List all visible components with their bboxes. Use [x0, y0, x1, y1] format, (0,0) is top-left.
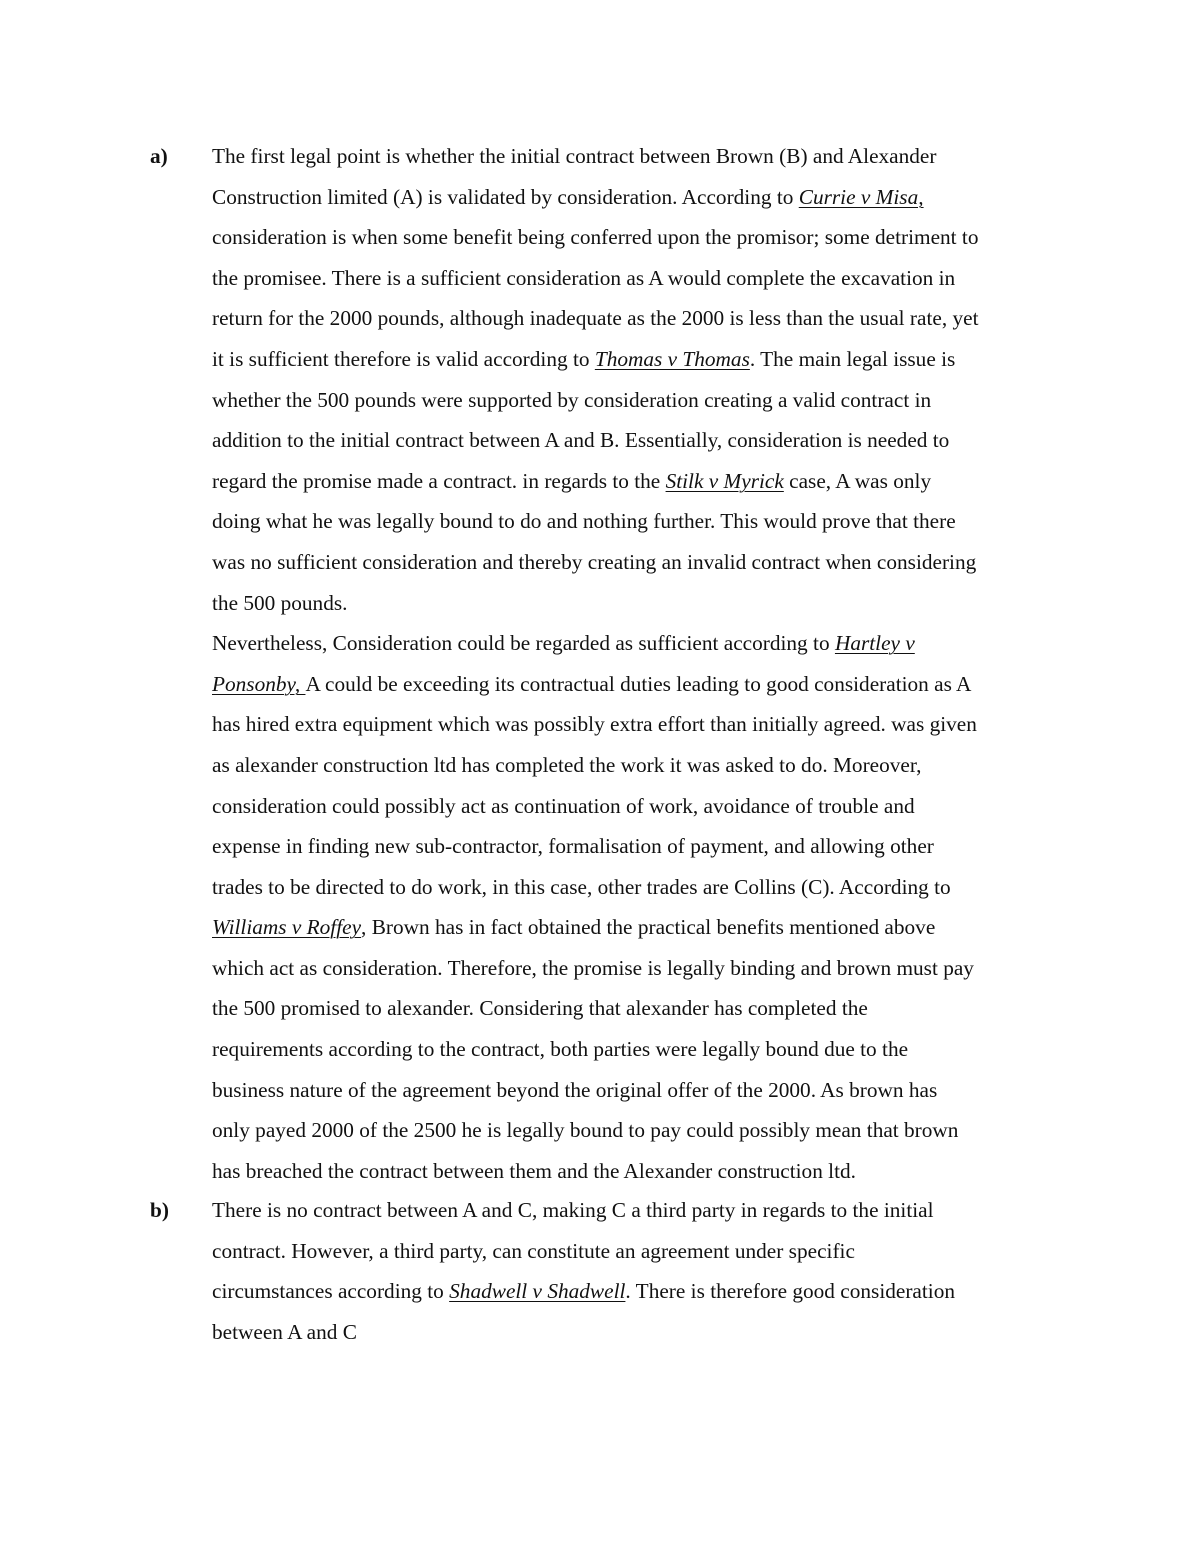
- text-run: , Brown has in fact obtained the practical benefits mentioned above which act as consideration. Therefore, the promise is legally binding and brown must pay the 500 promised to alexander. Considering that alexander has completed the requirements according to the contract, both parties were legally bound due to the business nature of the agreement beyond the original offer of the 2000. As brown has only payed 2000 of the 2500 he is legally bound to pay could possibly mean that brown has breached the contract between them and the Alexander construction ltd.: [212, 915, 974, 1183]
- paragraph-a2: [212, 623, 1070, 1191]
- case-citation-thomas-v-thomas: Thomas v Thomas: [594, 346, 750, 371]
- case-citation-shadwell-v-shadwell: Shadwell v Shadwell: [449, 1279, 626, 1304]
- list-marker-a: a): [150, 144, 168, 168]
- list-marker-b: b): [150, 1198, 169, 1222]
- case-citation-williams-v-roffey: Williams v Roffey: [212, 915, 362, 940]
- list-item-a: [150, 136, 1070, 1191]
- text-run: case, A was only doing what he was legally bound to do and nothing further. This would prove that there was no sufficient consideration and thereby creating an invalid contract when considering the 500 pounds.: [212, 468, 977, 615]
- text-run: There is no contract between A and C, making C a third party in regards to the initial contract. However, a third party, can constitute an agreement under specific circumstances according to: [212, 1198, 934, 1304]
- text-run: Nevertheless, Consideration could be regarded as sufficient according to: [212, 631, 835, 656]
- text-run: The first legal point is whether the initial contract between Brown (B) and Alexander Construction limited (A) is validated by consideration. According to: [212, 144, 937, 209]
- list-item-b: [150, 1190, 1070, 1352]
- text-run: . There is therefore good consideration between A and C: [212, 1279, 956, 1344]
- list-item-b-body: [212, 1190, 1070, 1352]
- list-item-a-body: [212, 136, 1070, 1191]
- case-citation-hartley-v-ponsonby: Hartley v Ponsonby,: [212, 631, 915, 696]
- text-run: consideration is when some benefit being conferred upon the promisor; some detriment to the promisee. There is a sufficient consideration as A would complete the excavation in return for the 2000 pounds, although inadequate as the 2000 is less than the usual rate, yet it is sufficient therefore is valid according to: [212, 225, 979, 371]
- paragraph-b1: [212, 1190, 1070, 1352]
- text-run: A could be exceeding its contractual duties leading to good consideration as A has hired extra equipment which was possibly extra effort than initially agreed. was given as alexander construction ltd has completed the work it was asked to do. Moreover, consideration could possibly act as continuation of work, avoidance of trouble and expense in finding new sub-contractor, formalisation of payment, and allowing other trades to be directed to do work, in this case, other trades are Collins (C). According to: [212, 671, 977, 899]
- case-citation-currie-v-misa: Currie v Misa,: [798, 184, 924, 209]
- text-run: . The main legal issue is whether the 500 pounds were supported by consideration creating a valid contract in addition to the initial contract between A and B. Essentially, consideration is needed to regard the promise made a contract. in regards to the: [212, 346, 956, 493]
- case-citation-stilk-v-myrick: Stilk v Myrick: [665, 468, 784, 493]
- paragraph-a1: [212, 136, 1070, 623]
